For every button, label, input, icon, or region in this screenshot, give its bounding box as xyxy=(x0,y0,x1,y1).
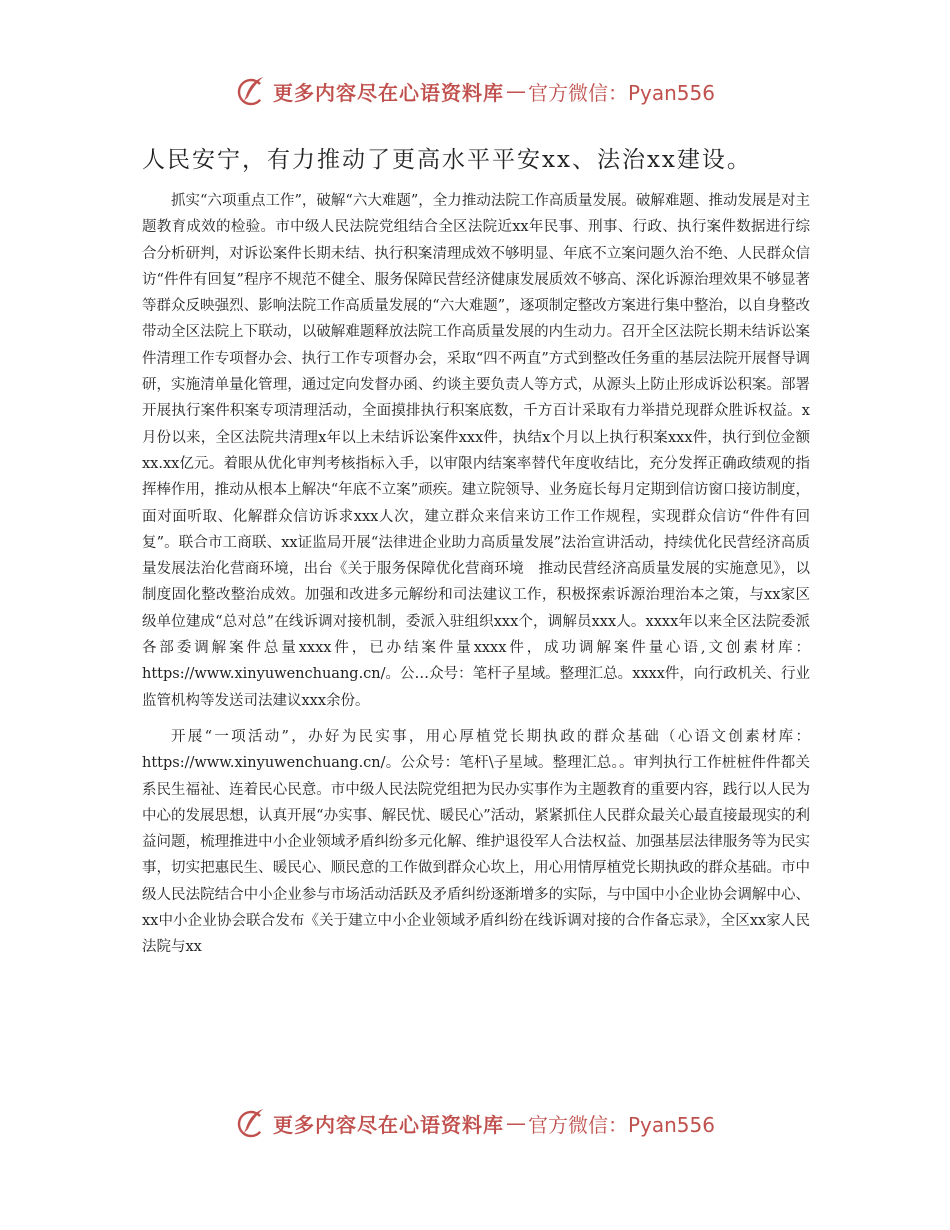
document-body xyxy=(142,140,810,961)
header-watermark-banner xyxy=(0,71,950,111)
paragraph-2: 开展“一项活动”，办好为民实事，用心厚植党长期执政的群众基础（心语文创素材库：https://www.xinyuwenchuang.cn/。公众号：笔杆\子星域。整理汇总。。审判执行工作桩桩件件都关系民生福祉、连着民心民意。市中级人民法院党组把为民办实事作为主题教育的重要内容，践行以人民为中心的发展思想，认真开展“办实事、解民忧、暖民心”活动，紧紧抓住人民群众最关心最直接最现实的利益问题，梳理推进中小企业领域矛盾纠纷多元化解、维护退役军人合法权益、加强基层法律服务等为民实事，切实把惠民生、暖民心、顺民意的工作做到群众心坎上，用心用情厚植党长期执政的群众基础。市中级人民法院结合中小企业参与市场活动活跃及矛盾纠纷逐渐增多的实际，与中国中小企业协会调解中心、xx中小企业协会联合发布《关于建立中小企业领域矛盾纠纷在线诉调对接的合作备忘录》，全区xx家人民法院与xx xyxy=(142,728,810,956)
footer-watermark-banner xyxy=(0,1103,950,1143)
banner-wechat: 官方微信：Pyan556 xyxy=(527,1112,715,1137)
banner-title: 更多内容尽在心语资料库 xyxy=(272,80,504,105)
banner-dash: — xyxy=(505,1111,526,1135)
lead-line: 人民安宁，有力推动了更高水平平安xx、法治xx建设。 xyxy=(142,147,752,173)
paragraph-1: 抓实“六项重点工作”，破解“六大难题”，全力推动法院工作高质量发展。破解难题、推动发展是对主题教育成效的检验。市中级人民法院党组结合全区法院近xx年民事、刑事、行政、执行案件数据进行综合分析研判，对诉讼案件长期未结、执行积案清理成效不够明显、年底不立案问题久治不绝、人民群众信访“件件有回复”程序不规范不健全、服务保障民营经济健康发展质效不够高、深化诉源治理效果不够显著等群众反映强烈、影响法院工作高质量发展的“六大难题”，逐项制定整改方案进行集中整治，以自身整改带动全区法院上下联动，以破解难题释放法院工作高质量发展的内生动力。召开全区法院长期未结诉讼案件清理工作专项督办会、执行工作专项督办会，采取“四不两直”方式到整改任务重的基层法院开展督导调研，实施清单量化管理，通过定向发督办函、约谈主要负责人等方式，从源头上防止形成诉讼积案。部署开展执行案件积案专项清理活动，全面摸排执行积案底数，千方百计采取有力举措兑现群众胜诉权益。x月份以来，全区法院共清理x年以上未结诉讼案件xxx件，执结x个月以上执行积案xxx件，执行到位金额xx.xx亿元。着眼从优化审判考核指标入手，以审限内结案率替代年度收结比，充分发挥正确政绩观的指挥棒作用，推动从根本上解决“年底不立案”顽疾。建立院领导、业务庭长每月定期到信访窗口接访制度，面对面听取、化解群众信访诉求xxx人次，建立群众来信来访工作工作规程，实现群众信访“件件有回复”。联合市工商联、xx证监局开展“法律进企业助力高质量发展”法治宣讲活动，持续优化民营经济高质量发展法治化营商环境，出台《关于服务保障优化营商环境 推动民营经济高质量发展的实施意见》，以制度固化整改整治成效。加强和改进多元解纷和司法建议工作，积极探索诉源治理治本之策，与xx家区级单位建成“总对总”在线诉调对接机制，委派入驻组织xxx个，调解员xxx人。xxxx年以来全区法院委派各部委调解案件总量xxxx件，已办结案件量xxxx件，成功调解案件量心语,文创素材库：https://www.xinyuwenchuang.cn/。公…众号：笔杆子星域。整理汇总。xxxx件，向行政机关、行业监管机构等发送司法建议xxx余份。 xyxy=(142,193,810,709)
quill-pen-circle-icon xyxy=(235,1106,269,1140)
banner-wechat: 官方微信：Pyan556 xyxy=(527,80,715,105)
banner-title: 更多内容尽在心语资料库 xyxy=(272,1112,504,1137)
banner-dash: — xyxy=(505,79,526,103)
quill-pen-circle-icon xyxy=(235,74,269,108)
